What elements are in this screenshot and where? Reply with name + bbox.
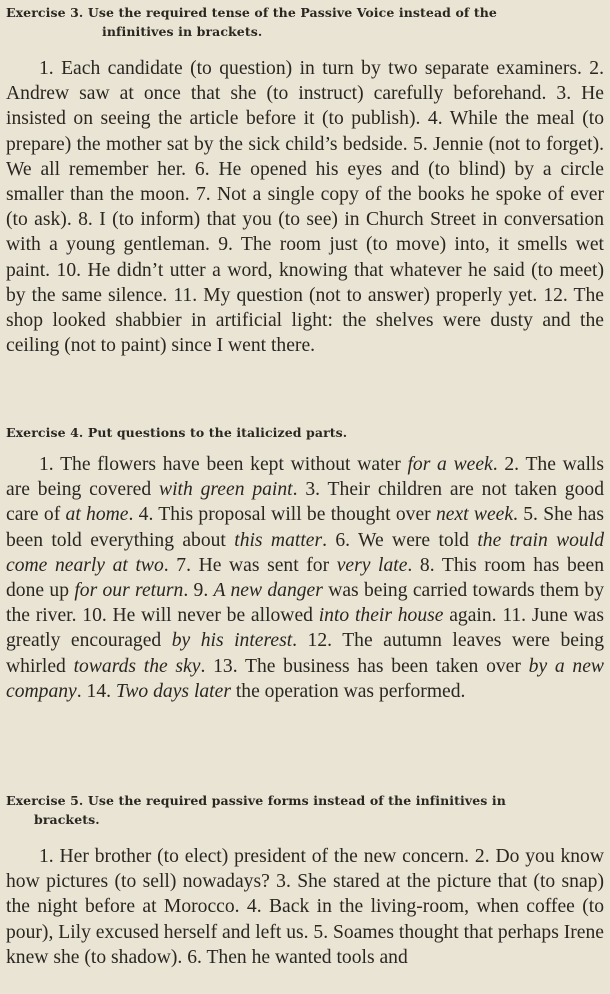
italic-phrase: by a new company <box>6 655 604 702</box>
exercise-5-title-line1: Exercise 5. Use the required passive forms instead of the infinitives in <box>6 793 506 808</box>
exercise-5-title-line2: brackets. <box>34 812 100 827</box>
exercise-3-title-line2: infinitives in brackets. <box>102 24 263 39</box>
text-run: . 14. <box>76 680 116 702</box>
text-run: 1. Each candidate (to question) in turn by two separate examiners. 2. Andrew saw at once that she (to instruct) carefully beforehand. 3. He insisted on seeing the article before it (to publish). 4. While the meal (to prepare) the mother sat by the sick child’s bedside. 5. Jennie (not to forget). We all remember her. 6. He opened his eyes and (to blind) by a circle smaller than the moon. 7. Not a single copy of the books he spoke of ever (to ask). 8. I (to inform) that you (to see) in Church Street in conversation with a young gentleman. 9. The room just (to move) into, it smells wet paint. 10. He didn’t utter a word, knowing that whatever he said (to meet) by the same silence. 11. My question (not to answer) properly yet. 12. The shop looked shabbier in artificial light: the shelves were dusty and the ceiling (not to paint) since I went there. <box>6 58 604 357</box>
exercise-5-heading <box>6 791 604 829</box>
text-run: . 2. The walls are being covered <box>6 454 604 501</box>
text-run: the operation was performed. <box>230 680 466 702</box>
text-run: . 4. This proposal will be thought over <box>128 504 436 526</box>
exercise-5-text <box>6 844 604 970</box>
text-run: . 8. This room has been done up <box>6 554 604 602</box>
italic-phrase: very late <box>336 554 408 576</box>
exercise-3-heading <box>6 3 604 41</box>
text-run: again. 11. June was greatly encouraged <box>6 605 604 652</box>
italic-phrase: with green paint <box>159 479 293 501</box>
text-run: was being carried towards them by the river. 10. He will never be allowed <box>6 580 604 627</box>
italic-phrase: the train would come nearly at two <box>6 529 605 576</box>
italic-phrase: for a week <box>407 454 493 475</box>
exercise-3-title-line1: Exercise 3. Use the required tense of the Passive Voice instead of the <box>6 5 497 20</box>
italic-phrase: Two days later <box>115 680 231 702</box>
italic-phrase: at home <box>65 504 129 526</box>
text-run: . 12. The autumn leaves were being whirled <box>6 630 605 677</box>
text-run: . 7. He was sent for <box>163 554 337 576</box>
text-run: . 6. We were told <box>322 529 478 551</box>
text-run: . 5. She has been told everything about <box>6 504 604 551</box>
italic-phrase: into their house <box>318 605 444 627</box>
exercise-4-text <box>6 452 604 704</box>
exercise-4-title: Exercise 4. Put questions to the italicized parts. <box>6 425 348 440</box>
exercise-4-heading <box>6 423 604 442</box>
italic-phrase: for our return <box>74 580 184 602</box>
italic-phrase: by his interest <box>171 630 293 652</box>
text-run: . 3. Their children are not taken good care of <box>6 479 604 526</box>
text-run: . 9. <box>183 580 214 602</box>
italic-phrase: this matter <box>234 529 323 551</box>
italic-phrase: A new danger <box>213 580 323 602</box>
italic-phrase: towards the sky <box>73 655 201 677</box>
text-run: . 13. The business has been taken over <box>200 655 529 677</box>
text-run: 1. The flowers have been kept without water <box>39 454 408 475</box>
exercise-3-text <box>6 56 604 358</box>
italic-phrase: next week <box>435 504 514 526</box>
text-run: 1. Her brother (to elect) president of the new concern. 2. Do you know how pictures (to sell) nowadays? 3. She stared at the picture that (to snap) the night before at Morocco. 4. Back in the living-room, when coffee (to pour), Lily excused herself and left us. 5. Soames thought that perhaps Irene knew she (to shadow). 6. Then he wanted tools and <box>6 846 604 968</box>
